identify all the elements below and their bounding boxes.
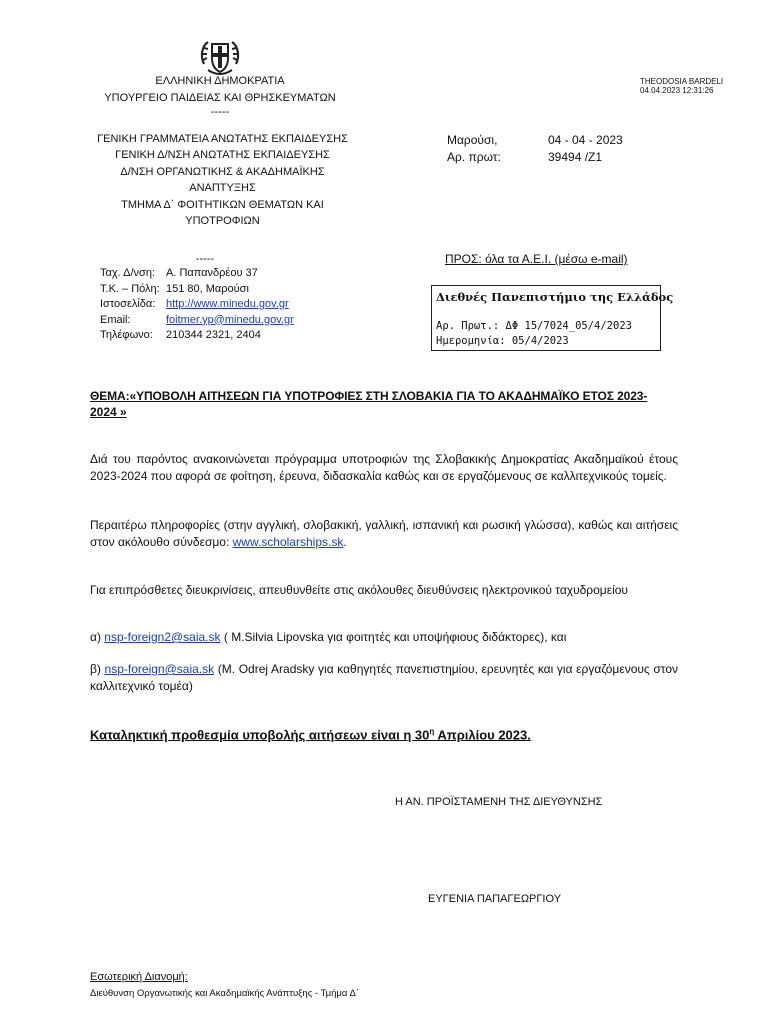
stamp-date: Ημερομηνία: 05/4/2023: [436, 335, 569, 347]
signoff-name: ΕΥΓΕΝΙΑ ΠΑΠΑΓΕΩΡΓΙΟΥ: [428, 893, 562, 905]
place-label: Μαρούσι,: [447, 133, 498, 147]
country-name: ΕΛΛΗΝΙΚΗ ΔΗΜΟΚΡΑΤΙΑ: [155, 75, 285, 87]
contact-item-a: [90, 630, 678, 644]
paragraph-program: Διά του παρόντος ανακοινώνεται πρόγραμμα υποτροφιών της Σλοβακικής Δημοκρατίας Ακαδημαϊκού έτους 2023-2024 που αφορά σε φοίτηση, έρευνα, διδασκαλία καθώς και σε εργαζόμενους σε καλλιτεχνικούς τομείς.: [90, 452, 678, 483]
department-block: [80, 131, 365, 229]
item-a-text: ( M.Silvia Lipovska για φοιτητές και υποψήφιους διδάκτορες), και: [220, 630, 567, 644]
greek-coat-of-arms-icon: [198, 34, 242, 78]
info-end: .: [343, 535, 347, 549]
protocol-label: Αρ. πρωτ:: [447, 150, 501, 164]
item-a-prefix: α): [90, 630, 105, 644]
nsp-foreign2-email-link[interactable]: nsp-foreign2@saia.sk: [104, 630, 221, 644]
deadline-notice: [90, 727, 531, 742]
department-line: ΤΜΗΜΑ Δ΄ ΦΟΙΤΗΤΙΚΩΝ ΘΕΜΑΤΩΝ ΚΑΙ: [121, 198, 324, 211]
document-date: 04 - 04 - 2023: [548, 133, 623, 147]
deadline-text: Καταληκτική προθεσμία υποβολής αιτήσεων είναι η 30: [90, 727, 430, 743]
contact-value: 210344 2321, 2404: [166, 329, 261, 341]
signature-name: THEODOSIA BARDELI: [640, 77, 724, 86]
deadline-month: Απριλίου 2023.: [434, 727, 531, 743]
ministry-name: ΥΠΟΥΡΓΕΙΟ ΠΑΙΔΕΙΑΣ ΚΑΙ ΘΡΗΣΚΕΥΜΑΤΩΝ: [104, 92, 336, 104]
digital-signature: [640, 77, 723, 95]
email-link[interactable]: foitmer.yp@minedu.gov.gr: [166, 313, 294, 326]
header-separator: -----: [210, 106, 230, 118]
info-text: Περαιτέρω πληροφορίες (στην αγγλική, σλοβακική, γαλλική, ισπανική και ρωσική γλώσσα), καθώς και αιτήσεις στον ακόλουθο σύνδεσμο:: [90, 518, 678, 549]
contact-block: [100, 266, 294, 344]
item-b-prefix: β): [90, 662, 105, 676]
department-line: ΓΕΝΙΚΗ Δ/ΝΣΗ ΑΝΩΤΑΤΗΣ ΕΚΠΑΙΔΕΥΣΗΣ: [115, 149, 330, 162]
department-line: ΓΕΝΙΚΗ ΓΡΑΜΜΑΤΕΙΑ ΑΝΩΤΑΤΗΣ ΕΚΠΑΙΔΕΥΣΗΣ: [97, 133, 348, 145]
subject-line-1: ΘΕΜΑ:«ΥΠΟΒΟΛΗ ΑΙΤΗΣΕΩΝ ΓΙΑ ΥΠΟΤΡΟΦΙΕΣ ΣΤΗ ΣΛΟΒΑΚΙΑ ΓΙΑ ΤΟ ΑΚΑΔΗΜΑΪΚΟ ΕΤΟΣ 2023-: [90, 389, 648, 403]
paragraph-contacts: Για επιπρόσθετες διευκρινίσεις, απευθυνθείτε στις ακόλουθες διευθύνσεις ηλεκτρονικού ταχυδρομείου: [90, 583, 628, 597]
contact-row-email: [100, 313, 294, 329]
signature-date: 04.04.2023 12:31:26: [640, 86, 714, 95]
department-line: ΑΝΑΠΤΥΞΗΣ: [189, 182, 256, 195]
department-line: Δ/ΝΣΗ ΟΡΓΑΝΩΤΙΚΗΣ & ΑΚΑΔΗΜΑΪΚΗΣ: [120, 165, 325, 178]
contact-label: Ιστοσελίδα:: [100, 298, 156, 310]
stamp-protocol: Αρ. Πρωτ.: ΔΦ 15/7024_05/4/2023: [436, 320, 632, 332]
internal-distribution-heading: Εσωτερική Διανομή:: [90, 971, 188, 983]
contact-label: Τηλέφωνο:: [100, 329, 153, 341]
contact-value: 151 80, Μαρούσι: [166, 282, 249, 295]
contact-row-city: [100, 282, 294, 298]
contact-label: Email:: [100, 313, 131, 326]
stamp-university: Διεθνές Πανεπιστήμιο της Ελλάδος: [436, 290, 674, 304]
contact-row-phone: [100, 328, 294, 344]
contact-row-address: [100, 266, 294, 282]
department-line: ΥΠΟΤΡΟΦΙΩΝ: [185, 215, 260, 228]
recipient-line: ΠΡΟΣ: όλα τα Α.Ε.Ι. (μέσω e-mail): [445, 252, 628, 266]
contact-row-website: [100, 297, 294, 313]
paragraph-info: [90, 517, 678, 551]
item-b-text: (M. Odrej Aradsky για καθηγητές πανεπιστημίου, ερευνητές και για εργαζόμενους στον καλλιτεχνικό τομέα): [90, 662, 678, 693]
internal-distribution-line: Διεύθυνση Οργανωτικής και Ακαδημαϊκής Ανάπτυξης - Τμήμα Δ΄: [90, 988, 360, 999]
university-protocol-stamp: [431, 285, 674, 351]
scholarships-link[interactable]: www.scholarships.sk: [232, 535, 344, 549]
contact-label: Τ.Κ. – Πόλη:: [100, 282, 160, 295]
contact-label: Ταχ. Δ/νση:: [100, 267, 156, 279]
website-link[interactable]: http://www.minedu.gov.gr: [166, 298, 289, 310]
contact-item-b: [90, 661, 678, 695]
protocol-number: 39494 /Ζ1: [548, 150, 603, 164]
contact-separator: -----: [195, 253, 215, 265]
signoff-title: Η ΑΝ. ΠΡΟΪΣΤΑΜΕΝΗ ΤΗΣ ΔΙΕΥΘΥΝΣΗΣ: [395, 796, 603, 808]
nsp-foreign-email-link[interactable]: nsp-foreign@saia.sk: [104, 662, 215, 676]
deadline-superscript: η: [429, 727, 435, 736]
contact-value: Α. Παπανδρέου 37: [166, 267, 258, 279]
subject-line-2: 2024 »: [90, 405, 127, 419]
